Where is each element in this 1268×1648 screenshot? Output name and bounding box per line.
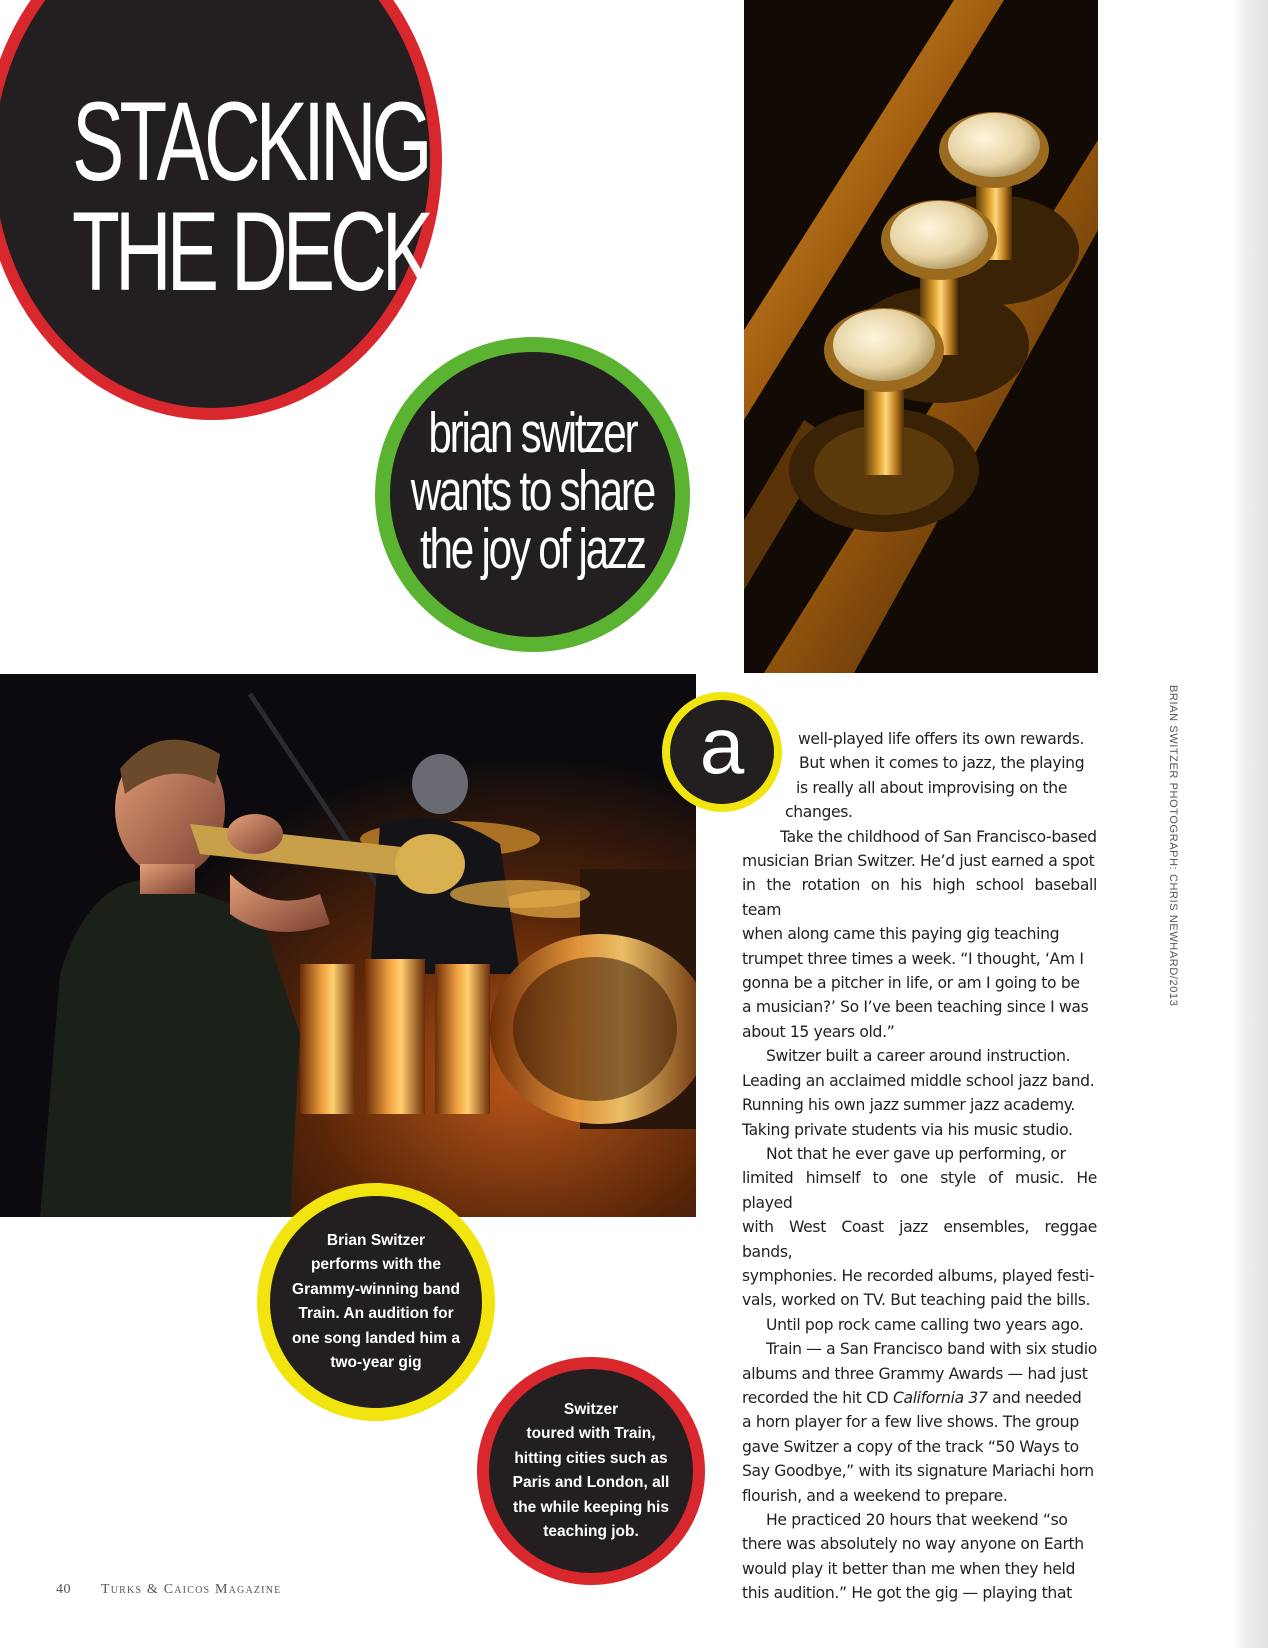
p2-line-1: Take the childhood of San Francisco-based [780, 827, 1097, 846]
paragraph-2 [742, 825, 1097, 1045]
page-edge-shadow [1234, 0, 1268, 1648]
p1-line-2: But when it comes to jazz, the playing [799, 754, 1085, 773]
p4-line-2: limited himself to one style of music. He played [742, 1169, 1097, 1212]
p6-line-3 [742, 1386, 1097, 1410]
page-footer [56, 1582, 281, 1598]
paragraph-3 [742, 1044, 1097, 1142]
paragraph-6 [742, 1337, 1097, 1508]
caption-2-line-2: toured with Train, [526, 1425, 656, 1442]
p2-line-7: a musician?’ So I’ve been teaching since I was [742, 998, 1089, 1017]
page-number: 40 [56, 1582, 71, 1597]
p4-line-3: with West Coast jazz ensembles, reggae bands, [742, 1218, 1097, 1261]
caption-1-line-3: Grammy-winning band [292, 1280, 460, 1298]
p2-line-8: about 15 years old.” [742, 1022, 895, 1041]
p7-line-1: He practiced 20 hours that weekend “so [766, 1511, 1068, 1529]
caption-2-line-1: Switzer [563, 1400, 619, 1418]
p1-line-3: is really all about improvising on the [796, 778, 1068, 797]
p2-line-4: when along came this paying gig teaching [742, 925, 1060, 944]
caption-2 [495, 1398, 688, 1545]
caption-1-line-2: performs with the [310, 1256, 442, 1273]
p3-line-3: Running his own jazz summer jazz academy. [742, 1096, 1076, 1115]
p3-line-4: Taking private students via his music studio. [742, 1120, 1073, 1139]
p2-line-6: gonna be a pitcher in life, or am I going to be [742, 974, 1080, 993]
performer-photo [0, 674, 696, 1217]
caption-circle-yellow [257, 1183, 495, 1421]
p6-line-7: flourish, and a weekend to prepare. [742, 1486, 1008, 1505]
magazine-name: Turks & Caicos Magazine [101, 1582, 282, 1597]
p6-line-1: Train — a San Francisco band with six studio [766, 1340, 1097, 1359]
subtitle-circle [375, 337, 690, 652]
photo-credit: BRIAN SWITZER PHOTOGRAPH: CHRIS NEWHARD/2013 [1167, 685, 1179, 1007]
p4-line-4: symphonies. He recorded albums, played festi- [742, 1266, 1095, 1285]
p1-line-4: changes. [785, 803, 853, 822]
p2-line-3: in the rotation on his high school baseball team [742, 876, 1097, 919]
headline-line-1: STACKING [72, 79, 428, 204]
subtitle-line-1: brian switzer [428, 400, 637, 465]
trumpet-illustration [744, 0, 1098, 673]
subtitle-line-2: wants to share [410, 458, 655, 523]
caption-circle-red [477, 1357, 705, 1585]
p4-line-5: vals, worked on TV. But teaching paid the bills. [742, 1291, 1091, 1310]
paragraph-7 [742, 1508, 1097, 1606]
caption-2-line-6: teaching job. [543, 1523, 639, 1540]
dropcap-letter: a [699, 701, 745, 790]
p3-line-1: Switzer built a career around instruction. [766, 1047, 1071, 1066]
caption-2-line-4: Paris and London, all [512, 1474, 670, 1491]
paragraph-4 [742, 1142, 1097, 1313]
caption-1-line-4: Train. An audition for [298, 1305, 454, 1322]
p6-line-3a: recorded the hit CD [742, 1388, 893, 1407]
p6-line-4: a horn player for a few live shows. The group [742, 1413, 1079, 1432]
p6-line-3c: and needed [987, 1388, 1082, 1407]
caption-1-line-5: one song landed him a [292, 1329, 460, 1347]
subtitle [410, 400, 655, 581]
album-title: California 37 [892, 1388, 988, 1407]
performer-illustration [0, 674, 696, 1217]
caption-2-line-3: hitting cities such as [514, 1449, 668, 1467]
p1-line-1: well-played life offers its own rewards. [798, 730, 1085, 748]
p2-line-5: trumpet three times a week. “I thought, ‘Am I [742, 949, 1084, 968]
p2-line-2: musician Brian Switzer. He’d just earned a spot [742, 852, 1095, 871]
trumpet-valves-photo [744, 0, 1098, 673]
paragraph-1 [742, 727, 1097, 825]
p7-line-4: this audition.” He got the gig — playing that [742, 1584, 1072, 1603]
paragraph-5 [742, 1313, 1097, 1337]
headline [72, 79, 430, 314]
p6-line-5: gave Switzer a copy of the track “50 Ways to [742, 1437, 1079, 1456]
subtitle-line-3: the joy of jazz [420, 516, 645, 581]
headline-line-2: THE DECK [72, 189, 430, 314]
headline-circle [0, 0, 442, 420]
caption-1 [274, 1229, 478, 1376]
article-body [742, 727, 1097, 1606]
caption-1-line-1: Brian Switzer [326, 1231, 426, 1249]
p7-line-2: there was absolutely no way anyone on Earth [742, 1535, 1084, 1554]
p6-line-2: albums and three Grammy Awards — had just [742, 1364, 1088, 1383]
p6-line-6: Say Goodbye,” with its signature Mariachi horn [742, 1462, 1094, 1481]
caption-2-line-5: the while keeping his [513, 1498, 669, 1516]
p7-line-3: would play it better than me when they held [742, 1559, 1076, 1578]
p4-line-1: Not that he ever gave up performing, or [766, 1144, 1066, 1163]
p3-line-2: Leading an acclaimed middle school jazz band. [742, 1071, 1095, 1090]
p5-line-1: Until pop rock came calling two years ago. [766, 1315, 1084, 1334]
caption-1-line-6: two-year gig [330, 1354, 422, 1371]
